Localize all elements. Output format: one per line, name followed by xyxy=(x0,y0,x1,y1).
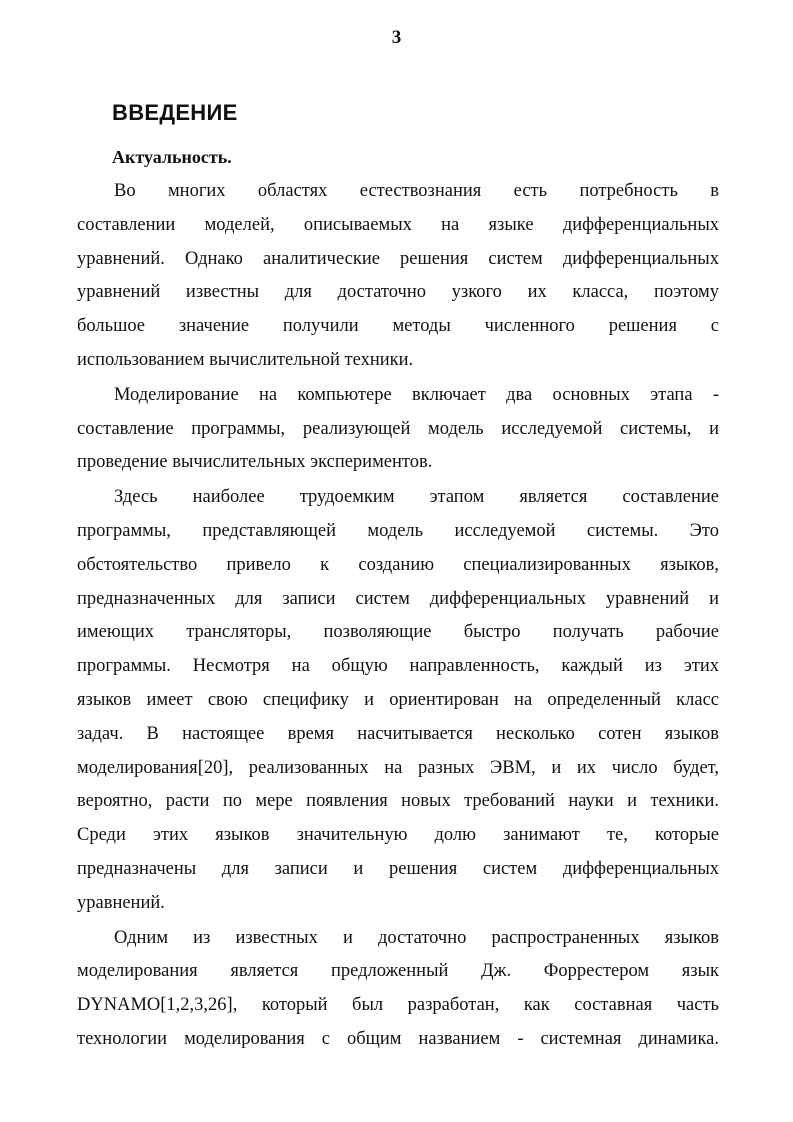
text-line: задач. В настоящее время насчитывается несколько сотен языков xyxy=(77,723,719,744)
text-line: программы, представляющей модель исследуемой системы. Это xyxy=(77,520,719,541)
text-line: Среди этих языков значительную долю занимают те, которые xyxy=(77,825,719,846)
text-line: предназначенных для записи систем дифференциальных уравнений и xyxy=(77,588,719,609)
text-line: обстоятельство привело к созданию специализированных языков, xyxy=(77,554,719,575)
text-line: составлении моделей, описываемых на языке дифференциальных xyxy=(77,214,719,235)
paragraph xyxy=(77,379,719,480)
text-line: составление программы, реализующей модель исследуемой системы, и xyxy=(77,418,719,439)
text-line: моделирования[20], реализованных на разных ЭВМ, и их число будет, xyxy=(77,757,719,778)
text-line: проведение вычислительных экспериментов. xyxy=(77,452,433,473)
text-line: программы. Несмотря на общую направленность, каждый из этих xyxy=(77,656,719,677)
text-line: уравнений. xyxy=(77,892,165,913)
text-line: использованием вычислительной техники. xyxy=(77,349,414,370)
paragraph xyxy=(77,175,719,378)
text-line: имеющих трансляторы, позволяющие быстро получать рабочие xyxy=(77,622,719,643)
paragraph xyxy=(77,481,719,920)
text-line: DYNAMO[1,2,3,26], который был разработан, как составная часть xyxy=(77,995,719,1016)
page-number: 3 xyxy=(391,27,402,48)
text-line: Одним из известных и достаточно распространенных языков xyxy=(114,927,719,948)
text-line: моделирования является предложенный Дж. Форрестером язык xyxy=(77,961,719,982)
text-line: языков имеет свою специфику и ориентирован на определенный класс xyxy=(77,689,719,710)
paragraph xyxy=(77,922,719,1057)
text-line: уравнений известны для достаточно узкого их класса, поэтому xyxy=(77,282,719,303)
text-line: уравнений. Однако аналитические решения систем дифференциальных xyxy=(77,248,719,269)
text-line: Здесь наиболее трудоемким этапом является составление xyxy=(114,487,719,508)
text-line: большое значение получили методы численного решения с xyxy=(77,316,719,337)
subsection-heading: Актуальность. xyxy=(112,147,232,167)
text-line: Моделирование на компьютере включает два основных этапа - xyxy=(114,384,719,405)
text-line: Во многих областях естествознания есть потребность в xyxy=(114,181,719,201)
text-line: вероятно, расти по мере появления новых требований науки и техники. xyxy=(77,791,719,812)
text-line: технологии моделирования с общим названием - системная динамика. xyxy=(77,1028,719,1049)
body-text xyxy=(77,175,719,1058)
text-line: предназначены для записи и решения систем дифференциальных xyxy=(77,858,719,879)
section-heading: ВВЕДЕНИЕ xyxy=(112,100,238,125)
